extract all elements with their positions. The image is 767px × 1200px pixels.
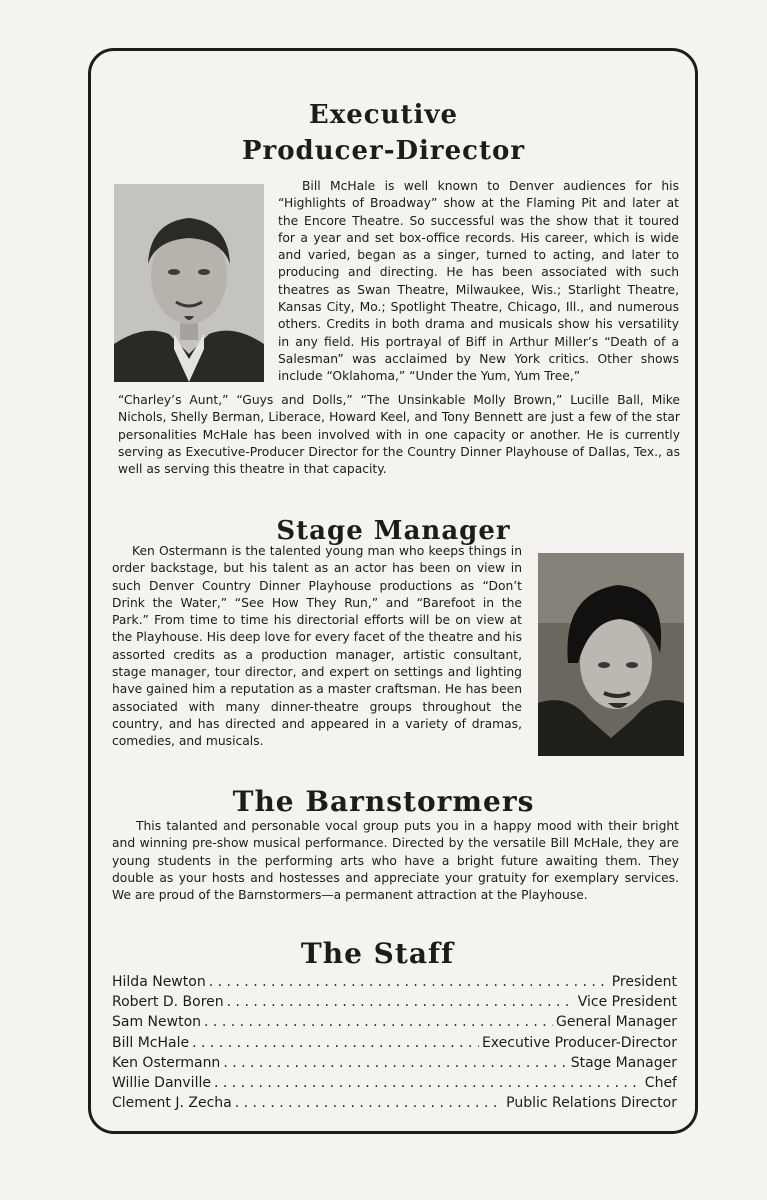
staff-name: Bill McHale bbox=[112, 1034, 190, 1051]
staff-role: Public Relations Director bbox=[506, 1095, 677, 1112]
dot-leader bbox=[204, 1012, 553, 1032]
dot-leader bbox=[227, 992, 575, 1012]
stage-bio: Ken Ostermann is the talented young man who keeps things in order backstage, but his talent as an actor has been on view in such Denver Country Dinner Playhouse productions as “Don’t Drink the Water,” “See How They Run,” and “Barefoot in the Park.” From time to time his directorial efforts will be on view at the Playhouse. His deep love for every facet of the theatre and his assorted credits as a production manager, artistic consultant, stage manager, tour director, and expert on settings and lighting have gained him a reputation as a master craftsman. He has been associated with many dinner-theatre groups throughout the country, and has directed and appeared in a variety of dramas, comedies, and musicals. bbox=[112, 544, 522, 749]
dot-leader bbox=[214, 1073, 642, 1093]
staff-name: Ken Ostermann bbox=[112, 1054, 221, 1071]
exec-bio-top: Bill McHale is well known to Denver audiences for his “Highlights of Broadway” show at the Flaming Pit and later at the Encore Theatre. So successful was the show that it toured for a year and set box-office records. His career, which is wide and varied, began as a singer, turned to acting, and later to producing and directing. He has been associated with such theatres as Swan Theatre, Milwaukee, Wis.; Starlight Theatre, Kansas City, Mo.; Spotlight Theatre, Chicago, Ill., and numerous others. Credits in both drama and musicals show his versatility in any field. His portrayal of Biff in Arthur Miller’s “Death of a Salesman” was acclaimed by New York critics. Other shows include “Oklahoma,” “Under the Yum, Yum Tree,” bbox=[278, 179, 679, 384]
staff-role: Vice President bbox=[577, 994, 677, 1011]
staff-list bbox=[112, 972, 677, 1113]
staff-title: The Staff bbox=[300, 937, 455, 970]
exec-title-line1: Executive bbox=[308, 100, 459, 130]
staff-role: Executive Producer-Director bbox=[481, 1034, 677, 1051]
staff-name: Willie Danville bbox=[112, 1075, 211, 1092]
barnstormers-title: The Barnstormers bbox=[232, 785, 535, 818]
staff-name: Robert D. Boren bbox=[112, 994, 224, 1011]
dot-leader bbox=[223, 1053, 567, 1073]
staff-role: Stage Manager bbox=[570, 1054, 677, 1071]
dot-leader bbox=[235, 1093, 503, 1113]
staff-row bbox=[112, 1053, 677, 1073]
staff-name: Hilda Newton bbox=[112, 974, 206, 990]
staff-name: Sam Newton bbox=[112, 1014, 202, 1031]
photo-bill-mchale bbox=[114, 184, 264, 382]
staff-row bbox=[112, 1033, 677, 1053]
dot-leader bbox=[209, 972, 609, 992]
stage-title: Stage Manager bbox=[276, 516, 511, 546]
exec-bio-bottom: “Charley’s Aunt,” “Guys and Dolls,” “The Unsinkable Molly Brown,” Lucille Ball, Mike Nichols, Shelly Berman, Liberace, Howard Keel, and Tony Bennett are just a few of the star personalities McHale has been involved with in one capacity or another. He is currently serving as Executive-Producer Director for the Country Dinner Playhouse of Dallas, Tex., as well as serving this theatre in that capacity. bbox=[118, 393, 680, 477]
staff-row bbox=[112, 1073, 677, 1093]
staff-row bbox=[112, 1012, 677, 1032]
exec-title-line2: Producer-Director bbox=[241, 136, 526, 166]
barnstormers-text: This talanted and personable vocal group puts you in a happy mood with their bright and winning pre-show musical performance. Directed by the versatile Bill McHale, they are young students in the performing arts who have a bright future awaiting them. They double as your hosts and hostesses and appreciate your gratuity for exemplary services. We are proud of the Barnstormers—a permanent attraction at the Playhouse. bbox=[112, 819, 679, 903]
staff-row bbox=[112, 1093, 677, 1113]
staff-name: Clement J. Zecha bbox=[112, 1095, 232, 1112]
staff-role: General Manager bbox=[556, 1014, 677, 1031]
staff-row bbox=[112, 972, 677, 992]
photo-ken-ostermann bbox=[538, 553, 684, 756]
dot-leader bbox=[192, 1033, 479, 1053]
staff-role: Chef bbox=[644, 1075, 677, 1092]
staff-row bbox=[112, 992, 677, 1012]
staff-role: President bbox=[611, 974, 677, 990]
